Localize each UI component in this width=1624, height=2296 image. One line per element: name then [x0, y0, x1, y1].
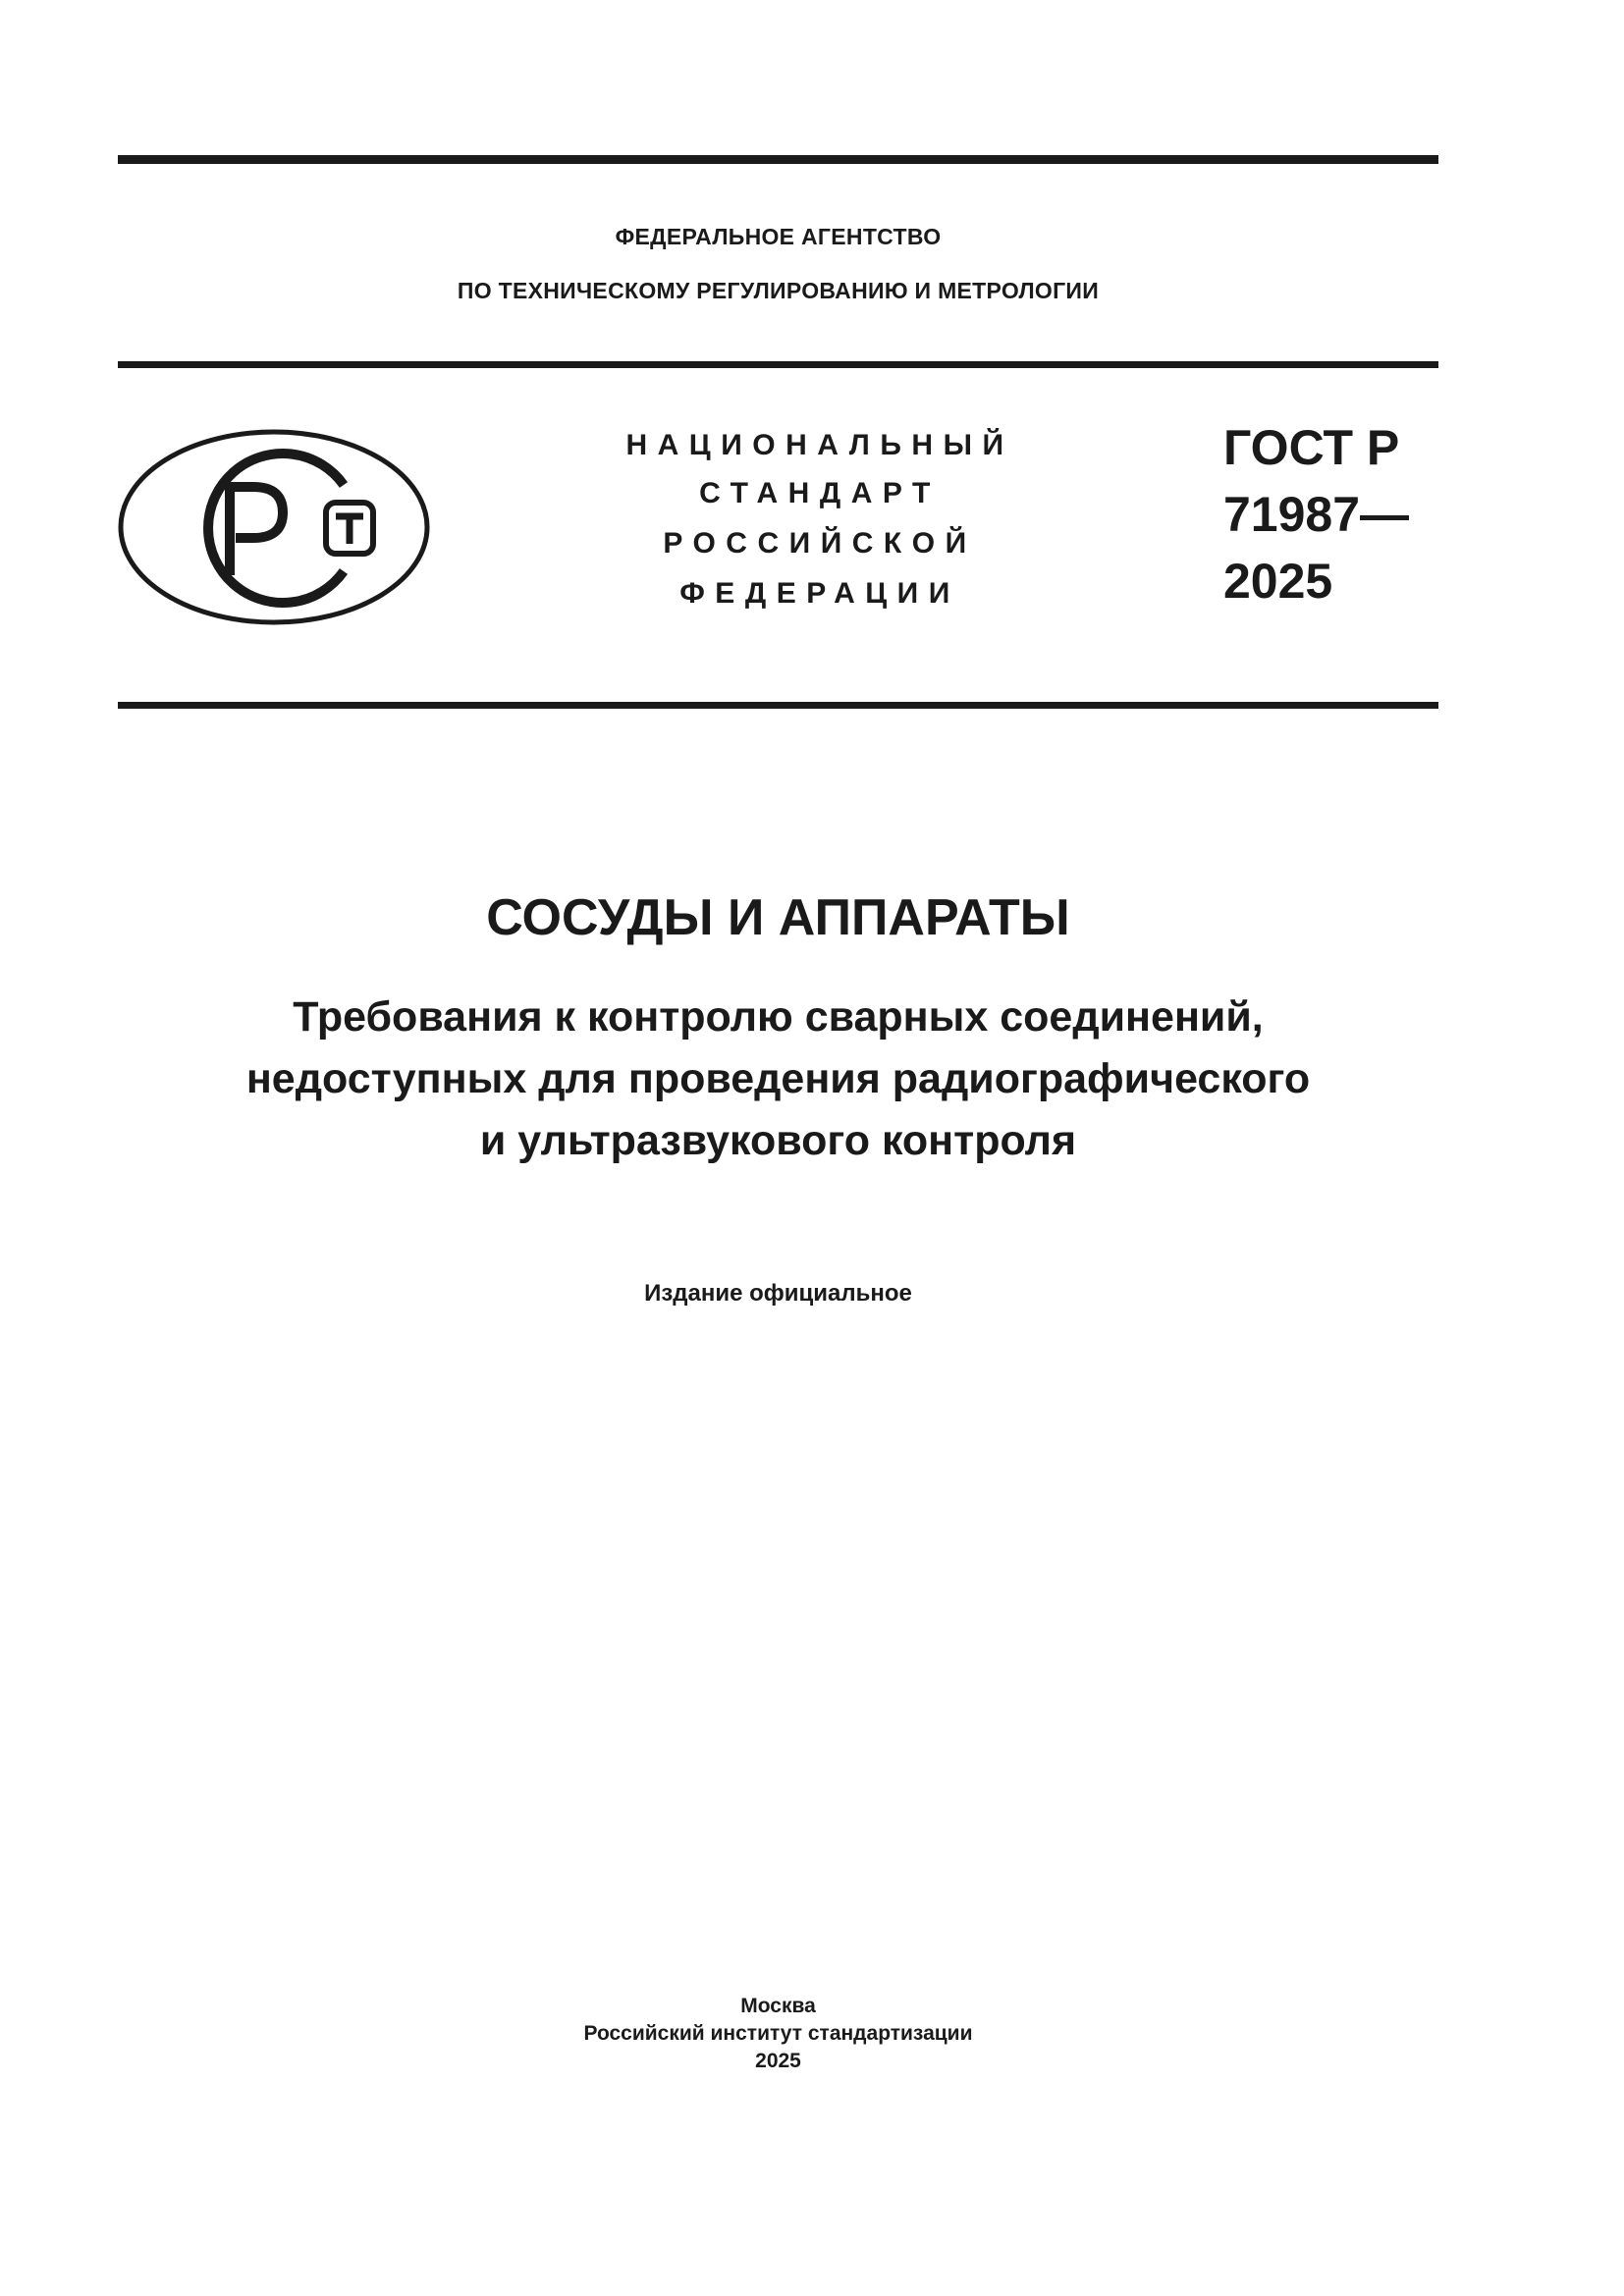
document-title: СОСУДЫ И АППАРАТЫ — [486, 889, 1070, 946]
standard-type-line-3: РОССИЙСКОЙ — [663, 527, 977, 560]
rst-conformity-mark-icon — [116, 428, 432, 626]
document-subtitle — [118, 987, 1438, 1172]
edition-label: Издание официальное — [644, 1280, 912, 1307]
subtitle-line-2: недоступных для проведения радиографического — [245, 1055, 1311, 1102]
subtitle-line-3: и ультразвукового контроля — [479, 1117, 1077, 1164]
designation-line-1: ГОСТ Р — [1223, 420, 1400, 475]
header-rule — [118, 361, 1438, 368]
publisher-institute: Российский институт стандартизации — [583, 2022, 973, 2045]
standard-type-line-1: НАЦИОНАЛЬНЫЙ — [625, 429, 1014, 461]
agency-line-2: ПО ТЕХНИЧЕСКОМУ РЕГУЛИРОВАНИЮ И МЕТРОЛОГИИ — [457, 278, 1100, 303]
agency-line-1: ФЕДЕРАЛЬНОЕ АГЕНТСТВО — [615, 224, 942, 249]
publisher-block — [118, 1993, 1438, 2075]
publisher-city: Москва — [740, 1995, 816, 2017]
top-rule — [118, 155, 1438, 164]
standard-type-line-2: СТАНДАРТ — [699, 477, 941, 509]
designation-line-2: 71987— — [1223, 487, 1410, 542]
standard-designation — [1223, 414, 1409, 614]
subtitle-line-1: Требования к контролю сварных соединений, — [293, 993, 1264, 1041]
standard-type-line-4: ФЕДЕРАЦИИ — [679, 577, 960, 610]
designation-line-3: 2025 — [1223, 554, 1333, 609]
publisher-year: 2025 — [755, 2050, 801, 2072]
designation-rule — [118, 702, 1438, 709]
